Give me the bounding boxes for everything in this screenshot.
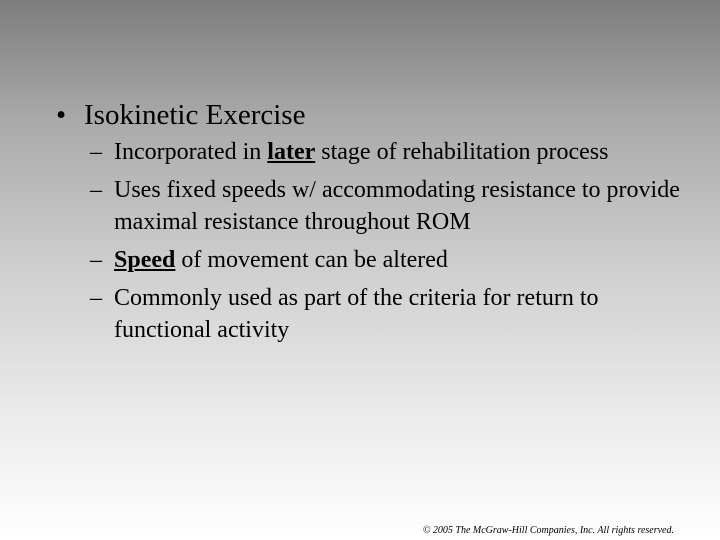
dash-marker: – (90, 177, 102, 203)
bullet-marker: • (56, 99, 67, 131)
sub-bullet-later-stage (90, 136, 696, 168)
sub-bullet-text-after: stage of rehabilitation process (315, 139, 609, 165)
sub-bullet-text-before: Incorporated in (114, 139, 268, 165)
emphasized-word-speed: Speed (114, 247, 176, 273)
sub-bullet-text: Uses fixed speeds w/ accommodating resistance to provide maximal resistance throughout ROM (114, 177, 680, 235)
dash-marker: – (90, 247, 102, 273)
sub-bullet-text-after: of movement can be altered (175, 247, 448, 273)
sub-bullet-return-criteria (90, 282, 696, 346)
main-bullet-text: Isokinetic Exercise (84, 99, 306, 131)
sub-bullet-text (114, 244, 696, 276)
slide-content (56, 96, 696, 352)
sub-bullet-text: Commonly used as part of the criteria for return to functional activity (114, 285, 599, 343)
copyright-notice: © 2005 The McGraw-Hill Companies, Inc. All rights reserved. (422, 525, 674, 536)
sub-bullet-text (114, 136, 696, 168)
sub-bullet-fixed-speeds (90, 174, 696, 238)
sub-bullet-speed-altered (90, 244, 696, 276)
dash-marker: – (90, 139, 102, 165)
sub-bullet-list (56, 136, 696, 346)
emphasized-word-later: later (267, 139, 316, 165)
main-bullet (56, 96, 696, 134)
dash-marker: – (90, 285, 102, 311)
